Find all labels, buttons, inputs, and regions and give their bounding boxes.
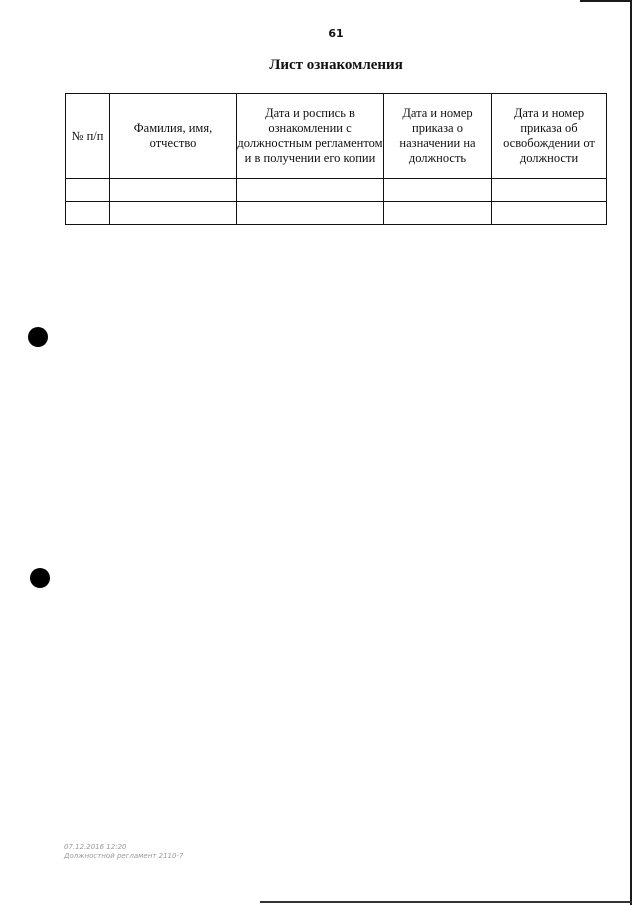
table-cell [110, 202, 237, 225]
page-edge-bottom [260, 901, 632, 903]
column-header-signature-date: Дата и роспись в ознакомлении с должностным регламентом и в получении его копии [237, 94, 384, 179]
table-header-row [66, 94, 607, 179]
table-row [66, 202, 607, 225]
page-edge-top [580, 0, 632, 2]
table-cell [66, 202, 110, 225]
footer-stamp [64, 843, 183, 861]
page-number: 61 [328, 27, 344, 40]
punch-hole-mark [30, 568, 50, 588]
table-cell [66, 179, 110, 202]
table-cell [110, 179, 237, 202]
table-cell [237, 202, 384, 225]
table-row [66, 179, 607, 202]
footer-stamp-line: Должностной регламент 2110-7 [64, 852, 184, 860]
table-cell [384, 179, 492, 202]
column-header-number: № п/п [66, 94, 110, 179]
table-cell [492, 179, 607, 202]
page-title: Лист ознакомления [269, 57, 403, 73]
table-cell [237, 179, 384, 202]
column-header-full-name: Фамилия, имя, отчество [110, 94, 237, 179]
column-header-dismissal-order: Дата и номер приказа об освобождении от должности [492, 94, 607, 179]
page-edge-right [630, 0, 632, 905]
acknowledgement-table [65, 93, 607, 225]
table-cell [492, 202, 607, 225]
column-header-appointment-order: Дата и номер приказа о назначении на должность [384, 94, 492, 179]
table-cell [384, 202, 492, 225]
footer-stamp-line: 07.12.2016 12:20 [64, 843, 127, 851]
punch-hole-mark [28, 327, 48, 347]
